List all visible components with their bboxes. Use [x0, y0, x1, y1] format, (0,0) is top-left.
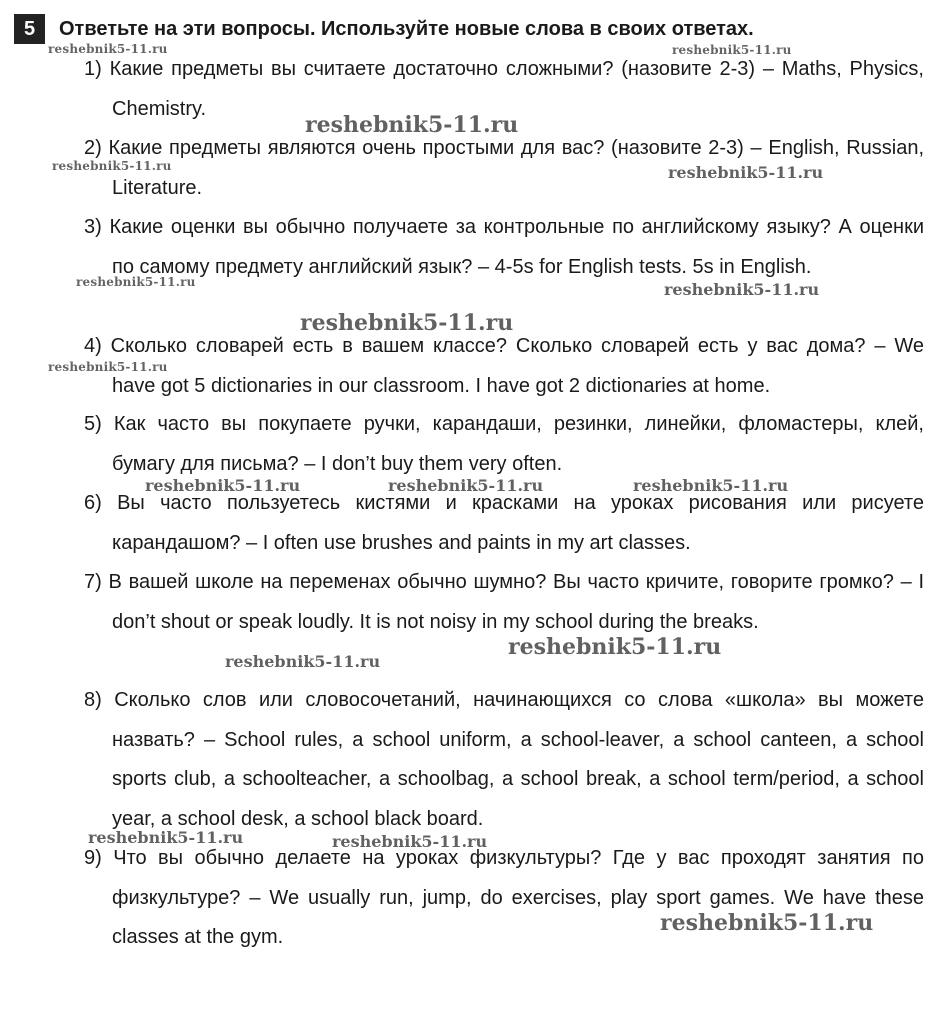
watermark: reshebnik5-11.ru [664, 280, 820, 299]
watermark: reshebnik5-11.ru [48, 360, 168, 374]
exercise-number-badge: 5 [14, 14, 45, 44]
exercise-header [14, 14, 923, 44]
answer-text: I often use brushes and paints in my art classes. [262, 531, 691, 554]
item-number: 1) [84, 58, 102, 80]
watermark: reshebnik5-11.ru [305, 112, 519, 138]
watermark: reshebnik5-11.ru [300, 310, 514, 336]
watermark: reshebnik5-11.ru [633, 476, 789, 495]
qa-item-8 [84, 681, 924, 839]
watermark: reshebnik5-11.ru [76, 275, 196, 289]
qa-item-7 [84, 563, 924, 642]
item-number: 2) [84, 137, 102, 159]
qa-item-3 [84, 208, 924, 287]
watermark: reshebnik5-11.ru [88, 828, 244, 847]
answer-text: Maths, Physics, Chemistry. [112, 58, 924, 120]
question-text: Как часто вы покупаете ручки, карандаши, резинки, линейки, фломастеры, клей, бумагу для письма? – [112, 413, 924, 475]
item-number: 4) [84, 335, 102, 357]
watermark: reshebnik5-11.ru [672, 43, 792, 57]
qa-item-5 [84, 405, 924, 484]
answer-text: We have got 5 dictionaries in our classroom. I have got 2 dictionaries at home. [112, 335, 924, 397]
qa-item-4 [84, 327, 924, 406]
qa-item-6 [84, 484, 924, 563]
item-number: 3) [84, 216, 102, 238]
answer-text: I don’t buy them very often. [320, 452, 563, 475]
question-text: Сколько словарей есть в вашем классе? Сколько словарей есть у вас дома? – [110, 335, 886, 357]
watermark: reshebnik5-11.ru [668, 163, 824, 182]
answer-text: English, Russian, Literature. [112, 137, 925, 199]
item-number: 8) [84, 689, 102, 711]
question-text: Какие предметы являются очень простыми для вас? (назовите 2-3) – [108, 137, 762, 159]
question-text: Что вы обычно делаете на уроках физкультуры? Где у вас проходят занятия по физкультуре? – [112, 847, 924, 909]
item-number: 7) [84, 571, 102, 593]
question-text: Сколько слов или словосочетаний, начинающихся со слова «школа» вы можете назвать? – [112, 689, 924, 751]
watermark: reshebnik5-11.ru [145, 476, 301, 495]
item-number: 6) [84, 492, 102, 514]
watermark: reshebnik5-11.ru [660, 910, 874, 936]
answer-text: We usually run, jump, do exercises, play sport games. We have these classes at the gym. [112, 886, 924, 948]
watermark: reshebnik5-11.ru [508, 634, 722, 660]
answer-text: I don’t shout or speak loudly. It is not noisy in my school during the breaks. [112, 571, 924, 633]
answer-text: School rules, a school uniform, a school-leaver, a school canteen, a school sports club, a schoolteacher, a schoolbag, a school break, a school term/period, a school year, a school desk, a school black board. [112, 728, 924, 830]
question-text: В вашей школе на переменах обычно шумно? Вы часто кричите, говорите громко? – [108, 571, 912, 593]
question-text: Какие оценки вы обычно получаете за контрольные по английскому языку? А оценки по самому предмету английский язык? – [109, 216, 924, 278]
watermark: reshebnik5-11.ru [225, 652, 381, 671]
question-text: Вы часто пользуетесь кистями и красками на уроках рисования или рисуете карандашом? – [112, 492, 924, 554]
watermark: reshebnik5-11.ru [52, 159, 172, 173]
watermark: reshebnik5-11.ru [48, 42, 168, 56]
question-text: Какие предметы вы считаете достаточно сложными? (назовите 2-3) – [109, 58, 774, 80]
item-number: 9) [84, 847, 102, 869]
qa-item-9 [84, 839, 924, 958]
exercise-instruction: Ответьте на эти вопросы. Используйте новые слова в своих ответах. [59, 18, 754, 40]
answer-text: 4-5s for English tests. 5s in English. [494, 255, 812, 278]
item-number: 5) [84, 413, 102, 435]
watermark: reshebnik5-11.ru [388, 476, 544, 495]
watermark: reshebnik5-11.ru [332, 832, 488, 851]
